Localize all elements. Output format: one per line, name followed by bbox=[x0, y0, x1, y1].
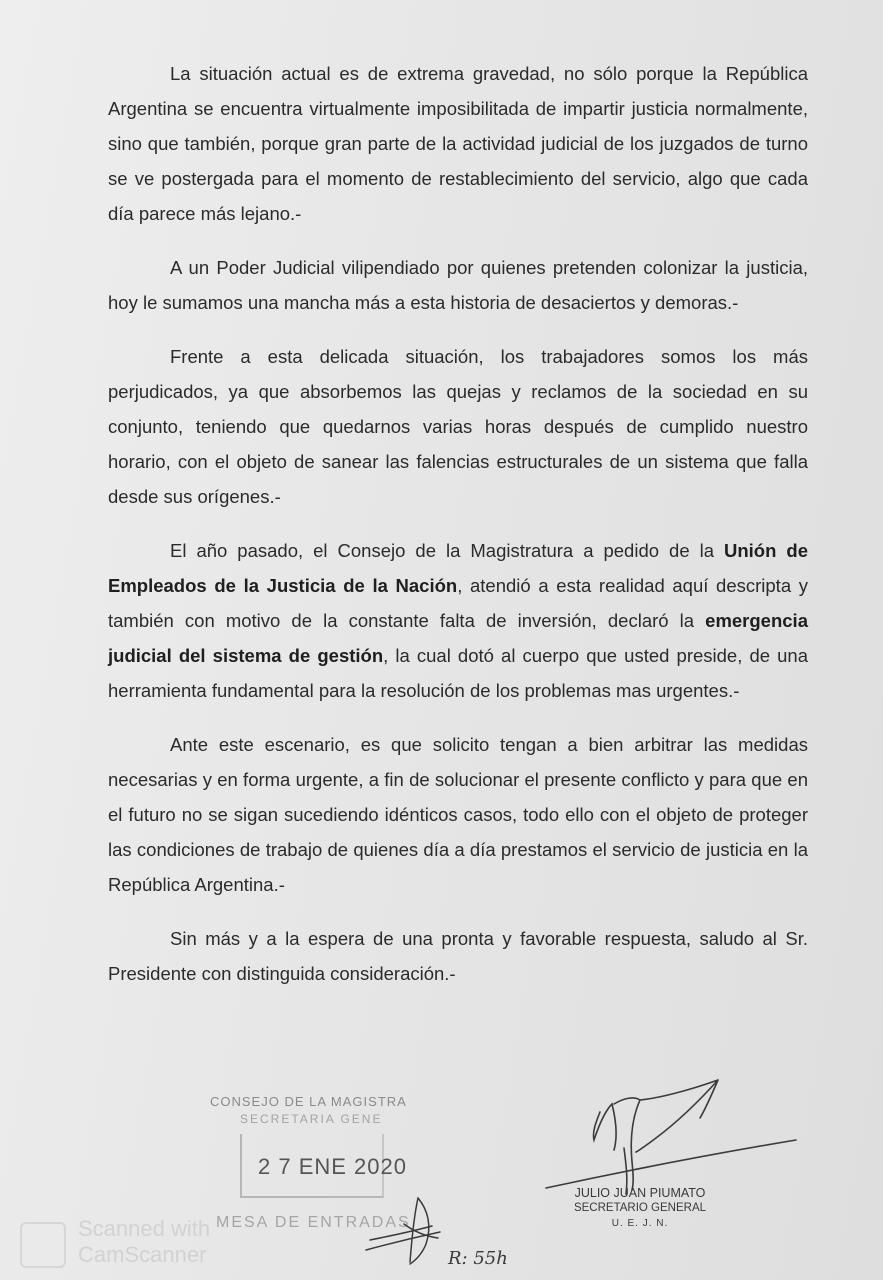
watermark-line1: Scanned with bbox=[78, 1216, 211, 1241]
signatory-title: SECRETARIO GENERAL bbox=[573, 1202, 707, 1214]
stamp-office: SECRETARIA GENE bbox=[240, 1112, 383, 1126]
bold-phrase: emergencia judicial del sistema de gestión bbox=[108, 610, 808, 666]
stamp-date: 2 7 ENE 2020 bbox=[258, 1154, 407, 1179]
camscanner-logo-icon bbox=[20, 1222, 66, 1268]
stamp-institution: CONSEJO DE LA MAGISTRA bbox=[210, 1094, 407, 1109]
text-run: La situación actual es de extrema gravedad, no sólo porque la República Argentina se encuentra virtualmente imposibilitada de impartir justicia normalmente, sino que también, porque gran parte de la actividad judicial de los juzgados de turno se ve postergada para el momento de restablecimiento del servicio, algo que cada día parece más lejano.- bbox=[108, 63, 808, 224]
initials-scribble bbox=[366, 1198, 440, 1264]
signatory-block bbox=[540, 1186, 740, 1231]
bold-phrase: Unión de Empleados de la Justicia de la Nación bbox=[108, 540, 808, 596]
text-run: Frente a esta delicada situación, los trabajadores somos los más perjudicados, ya que absorbemos las quejas y reclamos de la sociedad en su conjunto, teniendo que quedarnos varias horas después de cumplido nuestro horario, con el objeto de sanear las falencias estructurales de un sistema que falla desde sus orígenes.- bbox=[108, 346, 808, 507]
text-run: Sin más y a la espera de una pronta y favorable respuesta, saludo al Sr. Presidente con distinguida consideración.- bbox=[108, 928, 808, 984]
signatory-name: JULIO JUAN PIUMATO bbox=[574, 1186, 706, 1200]
text-run: Ante este escenario, es que solicito tengan a bien arbitrar las medidas necesarias y en forma urgente, a fin de solucionar el presente conflicto y para que en el futuro no se sigan sucediendo idénticos casos, todo ello con el objeto de proteger las condiciones de trabajo de quienes día a día prestamos el servicio de justicia en la República Argentina.- bbox=[108, 734, 808, 895]
text-run: A un Poder Judicial vilipendiado por quienes pretenden colonizar la justicia, hoy le sumamos una mancha más a esta historia de desaciertos y demoras.- bbox=[108, 257, 808, 313]
watermark-text bbox=[78, 1216, 210, 1268]
stamp-desk: MESA DE ENTRADAS bbox=[216, 1214, 411, 1231]
signature-mark bbox=[546, 1080, 796, 1194]
text-run: El año pasado, el Consejo de la Magistratura a pedido de la bbox=[170, 540, 724, 561]
watermark-line2: CamScanner bbox=[78, 1242, 207, 1267]
text-run: , la cual dotó al cuerpo que usted preside, de una herramienta fundamental para la resolución de los problemas mas urgentes.- bbox=[108, 645, 808, 701]
text-run: , atendió a esta realidad aquí descripta y también con motivo de la constante falta de inversión, declaró la bbox=[108, 575, 809, 631]
handwritten-note: R: 55h bbox=[448, 1248, 508, 1269]
scanner-watermark bbox=[20, 1214, 240, 1274]
signatory-org: U. E. J. N. bbox=[611, 1218, 669, 1229]
